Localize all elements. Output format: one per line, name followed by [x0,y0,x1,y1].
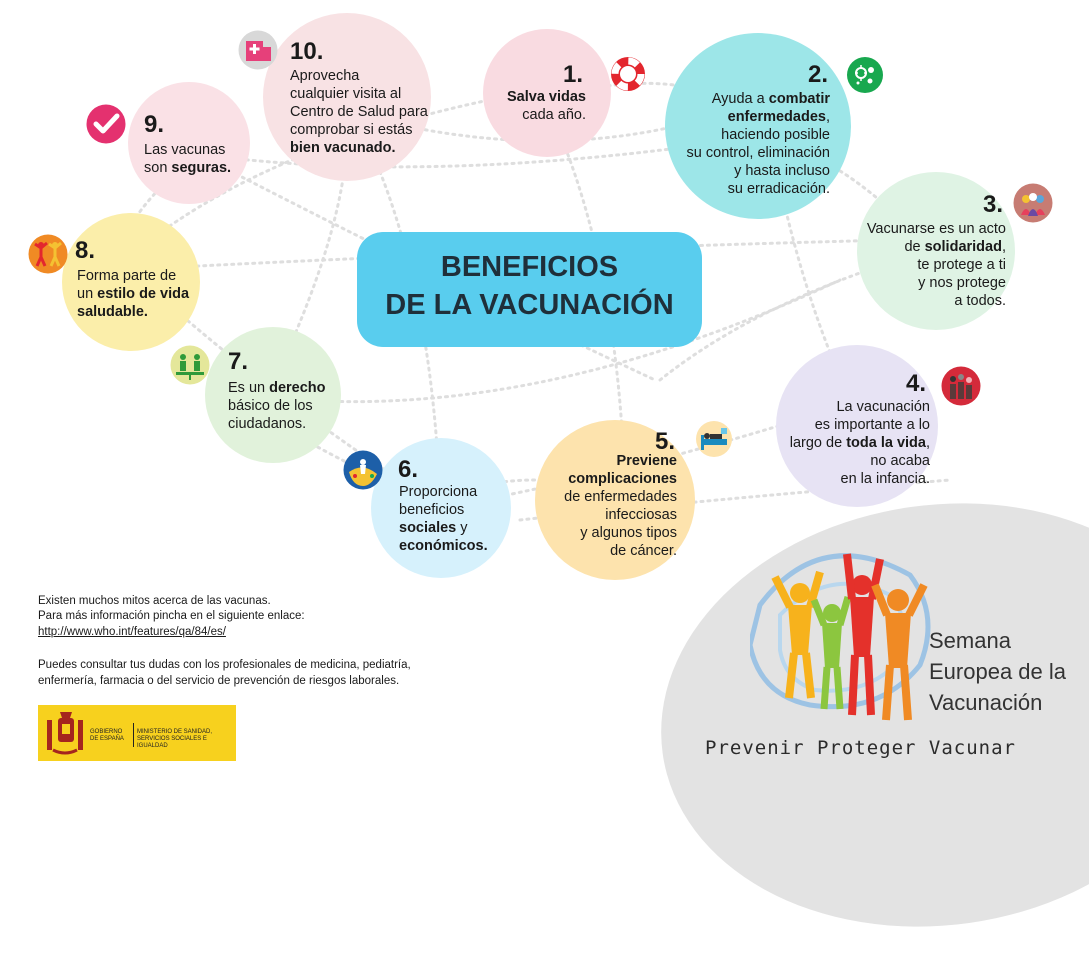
emphasis-text: enfermedades [727,109,826,125]
node-2-number: 2. [808,61,829,88]
text-segment: a todos. [954,293,1006,309]
node-text-line [399,537,509,555]
text-segment: largo de [789,435,847,451]
text-segment: no acaba [870,453,930,469]
text-segment: Es un [228,380,270,396]
node-5-text [540,452,677,560]
text-segment: su erradicación. [727,181,830,197]
node-text-line [77,303,202,321]
node-text-line [77,267,202,285]
node-text-line [540,452,677,470]
text-segment: , [925,435,930,451]
node-6-text [399,483,509,555]
node-text-line [290,103,430,121]
title-box [357,232,702,347]
emphasis-text: derecho [269,380,326,396]
virus-icon [846,56,882,92]
node-1-text [495,88,586,124]
node-4-number: 4. [906,370,927,397]
text-segment: en la infancia. [840,471,930,487]
node-text-line [495,88,586,106]
text-segment: es importante a lo [814,417,930,433]
emphasis-text: solidaridad [924,239,1002,255]
text-segment: , [1001,239,1006,255]
emphasis-text: complicaciones [568,471,677,487]
node-7-number: 7. [228,348,249,375]
health-center-icon [238,30,278,70]
node-3-text [850,220,1006,310]
footer-myths: Existen muchos mitos acerca de las vacunas. [38,595,271,607]
node-4-text [780,398,930,488]
text-segment: haciendo posible [721,127,830,143]
node-text-line [660,126,830,144]
text-segment: de cáncer. [610,543,677,559]
text-segment: ciudadanos. [228,416,307,432]
node-1-number: 1. [563,61,584,88]
text-segment: La vacunación [836,399,930,415]
node-text-line [228,379,338,397]
node-text-line [780,416,930,434]
text-segment: y [456,520,468,536]
emphasis-text: Previene [616,453,677,469]
text-segment: , [825,109,830,125]
campaign-title-1: Semana [929,628,1011,653]
text-segment: beneficios [399,502,465,518]
node-text-line [228,397,338,415]
campaign-title-3: Vacunación [929,690,1043,715]
node-text-line [850,220,1006,238]
node-8-text [77,267,202,321]
text-segment: cada año. [522,107,586,123]
node-7-text [228,379,338,433]
node-text-line [540,470,677,488]
gov-divider [133,723,134,747]
emphasis-text: estilo de vida [97,286,190,302]
node-text-line [660,90,830,108]
node-text-line [780,470,930,488]
node-5-number: 5. [655,428,676,455]
node-text-line [660,108,830,126]
node-text-line [660,180,830,198]
text-segment: Las vacunas [144,142,226,158]
text-segment: cualquier visita al [290,86,402,102]
node-9-text [144,141,249,177]
who-link[interactable]: http://www.who.int/features/qa/84/es/ [38,626,226,638]
emphasis-text: toda la vida [846,435,926,451]
emphasis-text: económicos. [399,538,488,554]
emphasis-text: sociales [399,520,457,536]
node-text-line [290,139,430,157]
lifebuoy-icon [609,55,645,91]
node-text-line [850,274,1006,292]
title-line-1: BENEFICIOS [440,251,619,283]
text-segment: un [77,286,98,302]
emphasis-text: saludable. [77,304,148,320]
footer-more-info: Para más información pincha en el siguiente enlace: [38,610,305,622]
balance-people-icon [170,345,210,385]
emphasis-text: Salva vidas [507,89,586,105]
node-text-line [540,542,677,560]
footer-consult-1: Puedes consultar tus dudas con los profesionales de medicina, pediatría, [38,659,411,671]
footer-link-wrap [38,625,226,640]
node-text-line [540,524,677,542]
family-icon [941,366,981,406]
node-text-line [540,488,677,506]
node-text-line [660,144,830,162]
text-segment: son [144,160,172,176]
patient-bed-icon [695,420,731,456]
government-logo [38,705,236,761]
node-8-number: 8. [75,237,96,264]
node-text-line [144,159,249,177]
emphasis-text: combatir [768,91,830,107]
globe-people-icon [343,450,383,490]
node-text-line [290,67,430,85]
node-text-line [850,256,1006,274]
node-text-line [780,398,930,416]
node-6-number: 6. [398,456,419,483]
emphasis-text: seguras. [171,160,232,176]
node-text-line [495,106,586,124]
text-segment: Vacunarse es un acto [866,221,1006,237]
node-10-number: 10. [290,38,324,65]
text-segment: y hasta incluso [734,163,830,179]
node-text-line [850,238,1006,256]
node-text-line [399,501,509,519]
node-text-line [399,519,509,537]
footer-consult-2: enfermería, farmacia o del servicio de prevención de riesgos laborales. [38,675,400,687]
people-group-icon [1013,183,1053,223]
emphasis-text: bien vacunado. [290,140,396,156]
checkmark-icon [86,104,126,144]
title-line-2: DE LA VACUNACIÓN [385,289,674,321]
text-segment: Aprovecha [290,68,360,84]
text-segment: su control, eliminación [686,145,830,161]
text-segment: y nos protege [918,275,1006,291]
node-text-line [399,483,509,501]
node-text-line [780,452,930,470]
node-text-line [850,292,1006,310]
node-text-line [290,121,430,139]
node-2-text [660,90,830,198]
node-text-line [144,141,249,159]
node-text-line [77,285,202,303]
node-9-number: 9. [144,111,165,138]
ministerio-label: MINISTERIO DE SANIDAD, SERVICIOS SOCIALES E IGUALDAD [137,729,213,749]
text-segment: comprobar si estás [290,122,413,138]
text-segment: de [904,239,925,255]
node-10-text [290,67,430,157]
coat-of-arms-icon [43,708,87,758]
text-segment: Centro de Salud para [290,104,428,120]
node-3-number: 3. [983,191,1004,218]
node-text-line [290,85,430,103]
campaign-title-2: Europea de la [929,659,1066,684]
text-segment: básico de los [228,398,313,414]
campaign-figures [750,545,950,735]
node-text-line [780,434,930,452]
text-segment: Forma parte de [77,268,177,284]
gobierno-label: GOBIERNO DE ESPAÑA [90,729,124,742]
text-segment: Proporciona [399,484,478,500]
node-text-line [540,506,677,524]
node-text-line [228,415,338,433]
text-segment: de enfermedades [564,489,677,505]
active-people-icon [28,234,68,274]
text-segment: Ayuda a [711,91,769,107]
node-text-line [660,162,830,180]
text-segment: y algunos tipos [580,525,677,541]
campaign-slogan: Prevenir Proteger Vacunar [705,737,1016,759]
campaign-title [929,625,1066,718]
text-segment: te protege a ti [917,257,1006,273]
text-segment: infecciosas [605,507,677,523]
